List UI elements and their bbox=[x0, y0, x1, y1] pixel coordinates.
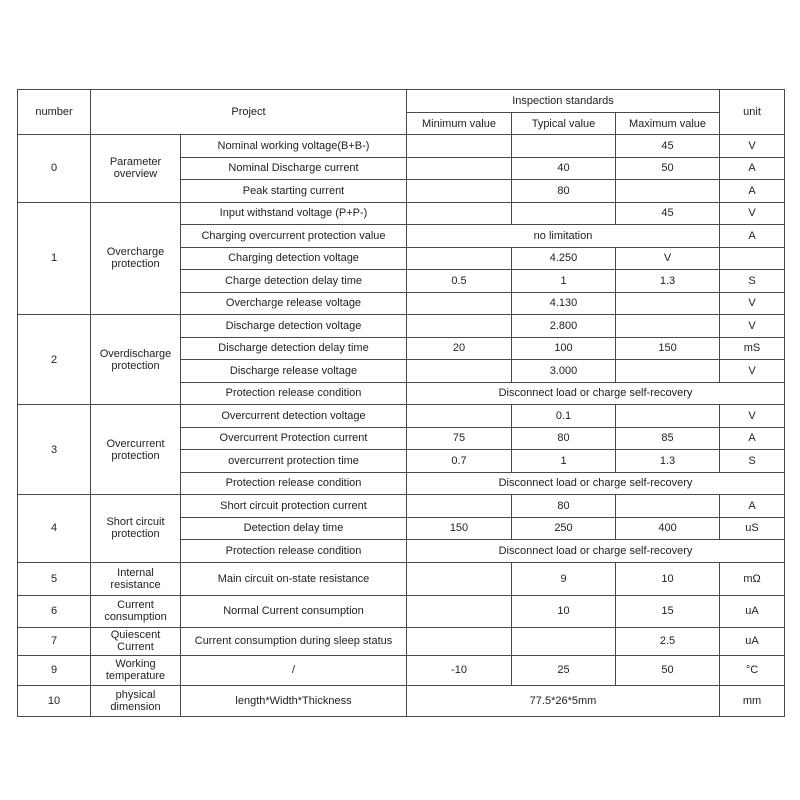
max-value: 50 bbox=[616, 157, 720, 180]
typ-value: 1 bbox=[512, 450, 616, 473]
item-label: Current consumption during sleep status bbox=[181, 627, 407, 655]
typ-value: 4.250 bbox=[512, 247, 616, 270]
unit-cell: A bbox=[720, 180, 785, 203]
unit-cell: S bbox=[720, 270, 785, 293]
unit-cell: V bbox=[720, 360, 785, 383]
table-row bbox=[18, 595, 785, 627]
min-value: -10 bbox=[407, 655, 512, 685]
typ-value: 0.1 bbox=[512, 405, 616, 428]
table-row bbox=[18, 202, 785, 225]
typ-value: 40 bbox=[512, 157, 616, 180]
min-value bbox=[407, 627, 512, 655]
group-category: Internal resistance bbox=[91, 562, 181, 595]
unit-cell: uS bbox=[720, 517, 785, 540]
group-category: Current consumption bbox=[91, 595, 181, 627]
min-value bbox=[407, 315, 512, 338]
header-row-top bbox=[18, 90, 785, 113]
unit-cell: S bbox=[720, 450, 785, 473]
merged-value: Disconnect load or charge self-recovery bbox=[407, 540, 785, 563]
unit-cell: A bbox=[720, 427, 785, 450]
unit-cell: A bbox=[720, 225, 785, 248]
typ-value bbox=[512, 627, 616, 655]
min-value bbox=[407, 562, 512, 595]
typ-value: 25 bbox=[512, 655, 616, 685]
item-label: length*Width*Thickness bbox=[181, 685, 407, 716]
max-value bbox=[616, 495, 720, 518]
max-value: 45 bbox=[616, 135, 720, 158]
table-row bbox=[18, 135, 785, 158]
unit-cell: mΩ bbox=[720, 562, 785, 595]
item-label: Peak starting current bbox=[181, 180, 407, 203]
unit-cell: mS bbox=[720, 337, 785, 360]
group-category: Quiescent Current bbox=[91, 627, 181, 655]
unit-cell: V bbox=[720, 292, 785, 315]
typ-value: 9 bbox=[512, 562, 616, 595]
item-label: Nominal Discharge current bbox=[181, 157, 407, 180]
group-category: physical dimension bbox=[91, 685, 181, 716]
item-label: Main circuit on-state resistance bbox=[181, 562, 407, 595]
min-value bbox=[407, 180, 512, 203]
item-label: overcurrent protection time bbox=[181, 450, 407, 473]
header-number: number bbox=[18, 90, 91, 135]
min-value bbox=[407, 495, 512, 518]
group-number: 2 bbox=[18, 315, 91, 405]
group-category: Overcharge protection bbox=[91, 202, 181, 315]
max-value: V bbox=[616, 247, 720, 270]
min-value: 0.7 bbox=[407, 450, 512, 473]
max-value: 10 bbox=[616, 562, 720, 595]
min-value bbox=[407, 595, 512, 627]
header-max: Maximum value bbox=[616, 113, 720, 135]
min-value bbox=[407, 247, 512, 270]
unit-cell: V bbox=[720, 202, 785, 225]
typ-value: 250 bbox=[512, 517, 616, 540]
max-value: 85 bbox=[616, 427, 720, 450]
min-value: 150 bbox=[407, 517, 512, 540]
unit-cell: uA bbox=[720, 595, 785, 627]
group-number: 5 bbox=[18, 562, 91, 595]
typ-value: 4.130 bbox=[512, 292, 616, 315]
group-category: Short circuit protection bbox=[91, 495, 181, 563]
header-project: Project bbox=[91, 90, 407, 135]
item-label: Protection release condition bbox=[181, 472, 407, 495]
merged-value: Disconnect load or charge self-recovery bbox=[407, 382, 785, 405]
unit-cell: mm bbox=[720, 685, 785, 716]
item-label: Discharge detection delay time bbox=[181, 337, 407, 360]
unit-cell bbox=[720, 247, 785, 270]
max-value bbox=[616, 360, 720, 383]
item-label: Normal Current consumption bbox=[181, 595, 407, 627]
min-value: 75 bbox=[407, 427, 512, 450]
header-typ: Typical value bbox=[512, 113, 616, 135]
merged-value: Disconnect load or charge self-recovery bbox=[407, 472, 785, 495]
min-value: 0.5 bbox=[407, 270, 512, 293]
merged-value: 77.5*26*5mm bbox=[407, 685, 720, 716]
group-category: Overdischarge protection bbox=[91, 315, 181, 405]
group-number: 4 bbox=[18, 495, 91, 563]
unit-cell: V bbox=[720, 405, 785, 428]
unit-cell: V bbox=[720, 315, 785, 338]
header-unit: unit bbox=[720, 90, 785, 135]
max-value: 1.3 bbox=[616, 270, 720, 293]
typ-value: 2.800 bbox=[512, 315, 616, 338]
item-label: Input withstand voltage (P+P-) bbox=[181, 202, 407, 225]
max-value bbox=[616, 315, 720, 338]
item-label: Protection release condition bbox=[181, 382, 407, 405]
group-number: 3 bbox=[18, 405, 91, 495]
item-label: Overcurrent Protection current bbox=[181, 427, 407, 450]
item-label: Overcharge release voltage bbox=[181, 292, 407, 315]
min-value bbox=[407, 202, 512, 225]
typ-value: 80 bbox=[512, 180, 616, 203]
group-number: 6 bbox=[18, 595, 91, 627]
group-number: 10 bbox=[18, 685, 91, 716]
unit-cell: A bbox=[720, 495, 785, 518]
group-number: 7 bbox=[18, 627, 91, 655]
item-label: Charging detection voltage bbox=[181, 247, 407, 270]
item-label: Charge detection delay time bbox=[181, 270, 407, 293]
item-label: Discharge release voltage bbox=[181, 360, 407, 383]
table-row bbox=[18, 405, 785, 428]
unit-cell: V bbox=[720, 135, 785, 158]
min-value bbox=[407, 292, 512, 315]
min-value bbox=[407, 135, 512, 158]
item-label: Short circuit protection current bbox=[181, 495, 407, 518]
table-row bbox=[18, 315, 785, 338]
max-value: 400 bbox=[616, 517, 720, 540]
group-category: Overcurrent protection bbox=[91, 405, 181, 495]
max-value bbox=[616, 292, 720, 315]
max-value: 45 bbox=[616, 202, 720, 225]
item-label: Protection release condition bbox=[181, 540, 407, 563]
group-number: 1 bbox=[18, 202, 91, 315]
unit-cell: °C bbox=[720, 655, 785, 685]
typ-value: 10 bbox=[512, 595, 616, 627]
max-value bbox=[616, 180, 720, 203]
max-value: 1.3 bbox=[616, 450, 720, 473]
table-row bbox=[18, 655, 785, 685]
max-value: 150 bbox=[616, 337, 720, 360]
typ-value bbox=[512, 202, 616, 225]
max-value: 50 bbox=[616, 655, 720, 685]
max-value: 2.5 bbox=[616, 627, 720, 655]
max-value: 15 bbox=[616, 595, 720, 627]
unit-cell: uA bbox=[720, 627, 785, 655]
min-value bbox=[407, 360, 512, 383]
table-row bbox=[18, 685, 785, 716]
group-number: 0 bbox=[18, 135, 91, 203]
item-label: Nominal working voltage(B+B-) bbox=[181, 135, 407, 158]
typ-value: 1 bbox=[512, 270, 616, 293]
table-row bbox=[18, 562, 785, 595]
item-label: / bbox=[181, 655, 407, 685]
header-inspection: Inspection standards bbox=[407, 90, 720, 113]
typ-value: 3.000 bbox=[512, 360, 616, 383]
typ-value bbox=[512, 135, 616, 158]
typ-value: 80 bbox=[512, 427, 616, 450]
max-value bbox=[616, 405, 720, 428]
min-value bbox=[407, 157, 512, 180]
typ-value: 100 bbox=[512, 337, 616, 360]
typ-value: 80 bbox=[512, 495, 616, 518]
item-label: Discharge detection voltage bbox=[181, 315, 407, 338]
item-label: Charging overcurrent protection value bbox=[181, 225, 407, 248]
group-number: 9 bbox=[18, 655, 91, 685]
unit-cell: A bbox=[720, 157, 785, 180]
min-value bbox=[407, 405, 512, 428]
item-label: Overcurrent detection voltage bbox=[181, 405, 407, 428]
merged-value: no limitation bbox=[407, 225, 720, 248]
table-row bbox=[18, 495, 785, 518]
group-category: Parameter overview bbox=[91, 135, 181, 203]
min-value: 20 bbox=[407, 337, 512, 360]
group-category: Working temperature bbox=[91, 655, 181, 685]
table-row bbox=[18, 627, 785, 655]
item-label: Detection delay time bbox=[181, 517, 407, 540]
spec-table bbox=[17, 89, 785, 717]
header-min: Minimum value bbox=[407, 113, 512, 135]
